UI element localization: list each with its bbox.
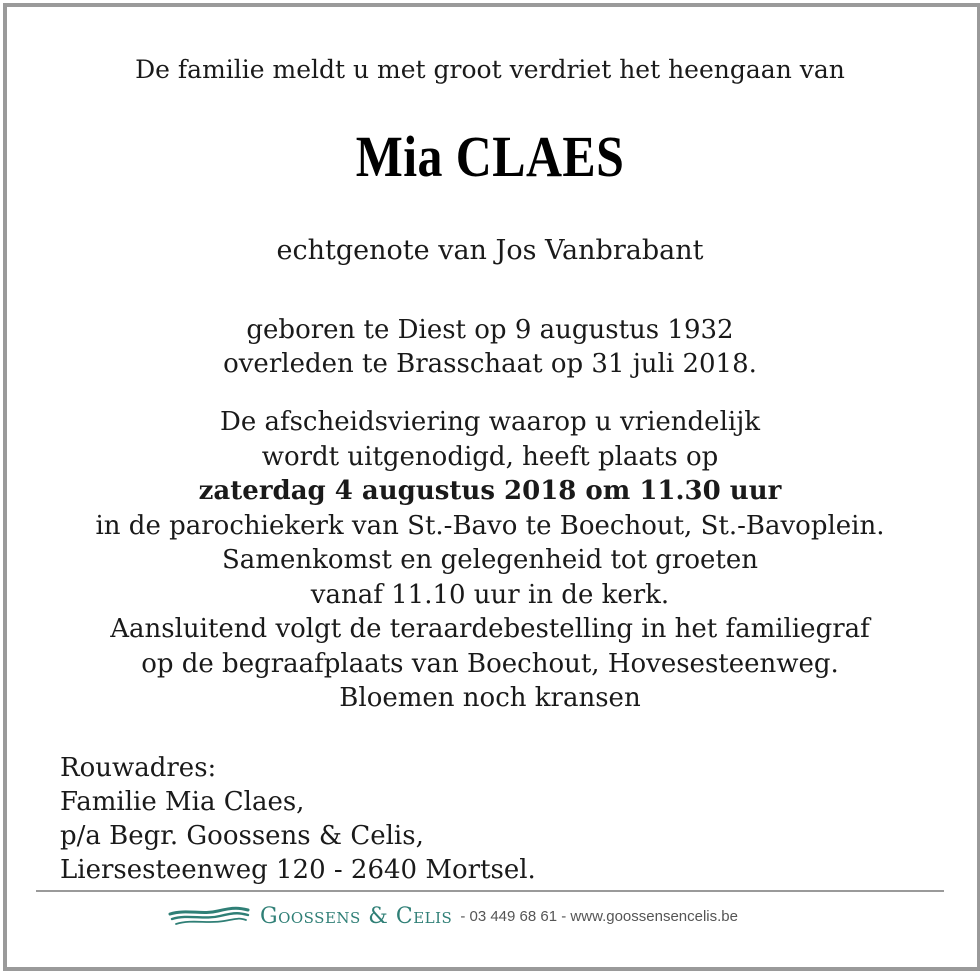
spouse-line: echtgenote van Jos Vanbrabant: [276, 235, 704, 266]
ceremony-block: [0, 405, 980, 716]
ceremony-line: Bloemen noch kransen: [339, 683, 641, 713]
footer-divider: [36, 890, 944, 892]
ceremony-line: vanaf 11.10 uur in de kerk.: [310, 579, 670, 610]
ceremony-line: De afscheidsviering waarop u vriendelijk: [219, 407, 761, 437]
address-line: p/a Begr. Goossens & Celis,: [60, 821, 424, 851]
address-line: Familie Mia Claes,: [60, 787, 305, 817]
ceremony-line: in de parochiekerk van St.-Bavo te Boechout, St.-Bavoplein.: [95, 510, 885, 541]
ceremony-line: Aansluitend volgt de teraardebestelling in het familiegraf: [110, 614, 870, 644]
footer-bar: [168, 898, 738, 934]
address-line: Liersesteenweg 120 - 2640 Mortsel.: [60, 855, 536, 885]
dates-block: [0, 313, 980, 381]
ceremony-line: Samenkomst en gelegenheid tot groeten: [222, 545, 758, 575]
death-line: overleden te Brasschaat op 31 juli 2018.: [223, 349, 757, 379]
brand-name: Goossens & Celis: [260, 903, 453, 929]
ceremony-line: op de begraafplaats van Boechout, Hovesesteenweg.: [141, 648, 839, 679]
waves-logo-icon: [168, 905, 250, 927]
deceased-name: Mia CLAES: [355, 124, 625, 189]
address-label: Rouwadres:: [60, 753, 217, 783]
intro-text: De familie meldt u met groot verdriet het heengaan van: [135, 55, 845, 84]
contact-info: - 03 449 68 61 - www.goossensencelis.be: [460, 907, 738, 925]
mourning-address: [60, 751, 536, 887]
ceremony-datetime: zaterdag 4 augustus 2018 om 11.30 uur: [198, 476, 782, 506]
ceremony-line: wordt uitgenodigd, heeft plaats op: [261, 441, 719, 472]
birth-line: geboren te Diest op 9 augustus 1932: [246, 315, 734, 345]
